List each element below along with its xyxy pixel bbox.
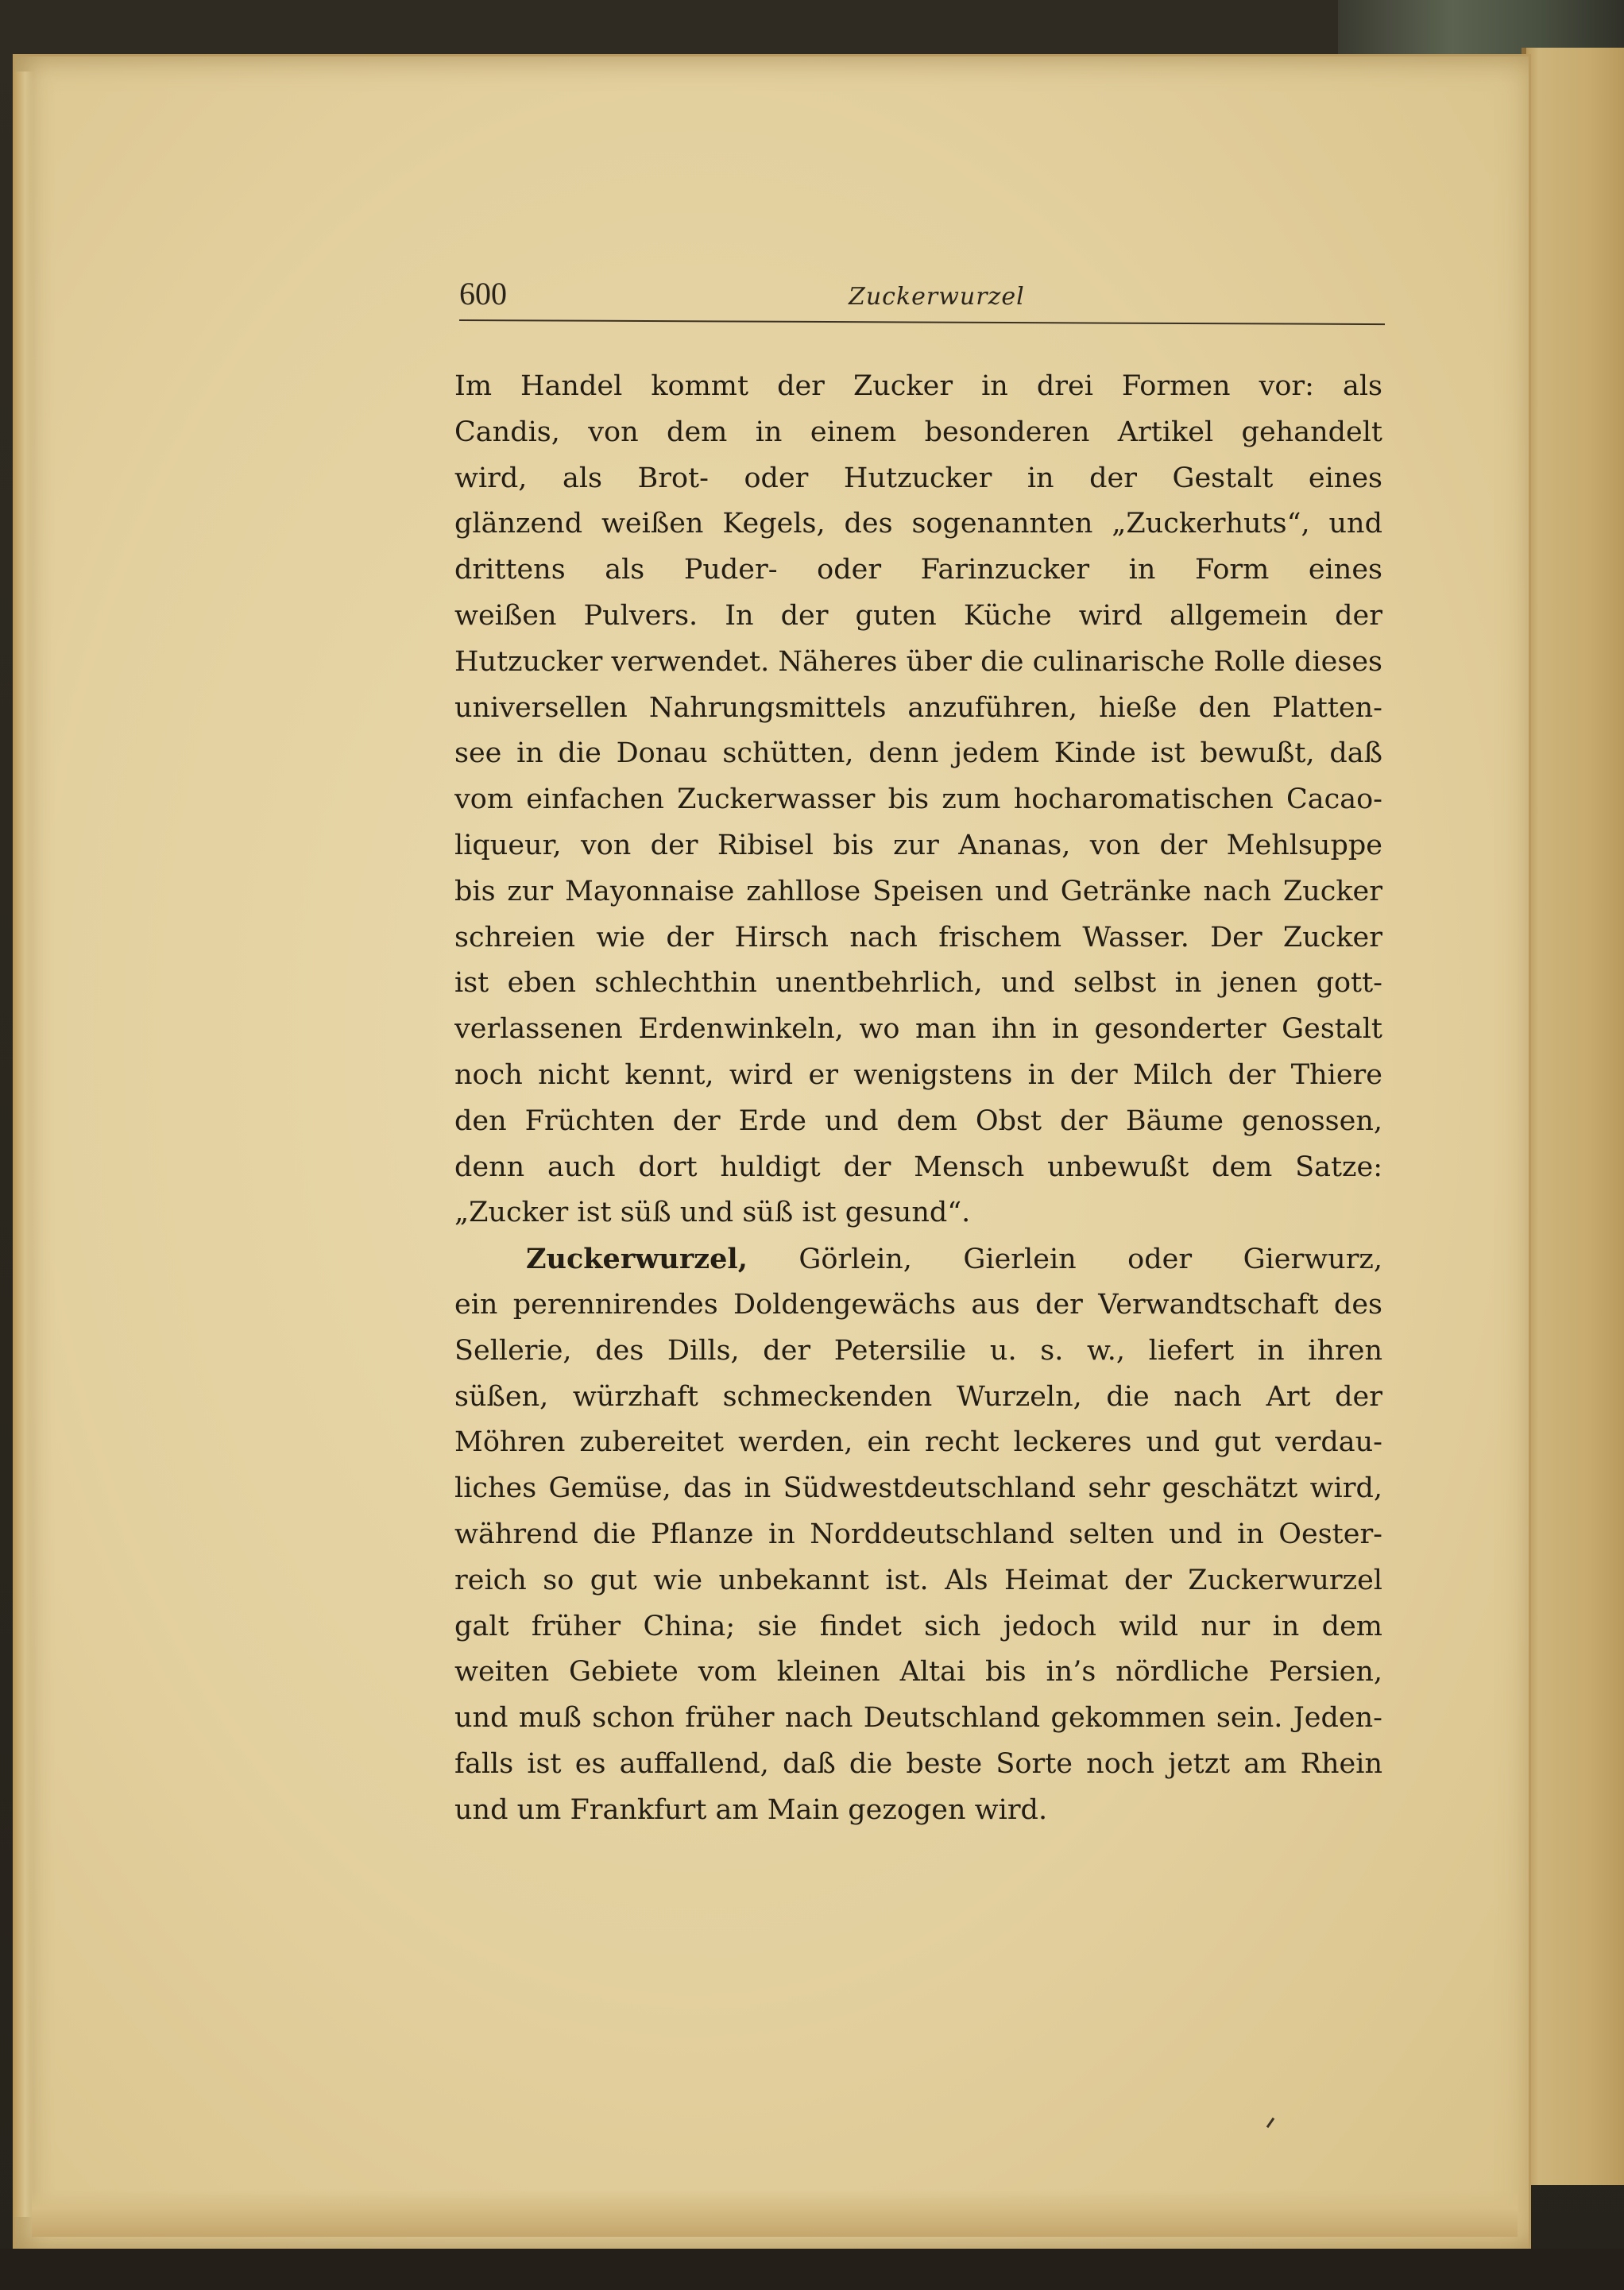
text-line: Candis, von dem in einem besonderen Artikel gehandelt — [454, 416, 1382, 448]
text-line: den Früchten der Erde und dem Obst der Bäume genossen, — [454, 1104, 1382, 1137]
text-line: weiten Gebiete vom kleinen Altai bis in’s nördliche Persien, — [454, 1656, 1382, 1688]
text-line: universellen Nahrungsmittels anzuführen, hieße den Platten- — [454, 691, 1382, 724]
page-binding-edge — [13, 72, 33, 2217]
text-line: schreien wie der Hirsch nach frischem Wasser. Der Zucker — [454, 921, 1382, 954]
text-line: süßen, würzhaft schmeckenden Wurzeln, die nach Art der — [454, 1380, 1382, 1413]
text-line: glänzend weißen Kegels, des sogenannten „Zuckerhuts“, und — [454, 508, 1382, 540]
text-line: bis zur Mayonnaise zahllose Speisen und Getränke nach Zucker — [454, 875, 1382, 907]
text-line: see in die Donau schütten, denn jedem Kinde ist bewußt, daß — [454, 737, 1382, 770]
text-line: falls ist es auffallend, daß die beste Sorte noch jetzt am Rhein — [454, 1747, 1382, 1780]
text-line: ist eben schlechthin unentbehrlich, und selbst in jenen gott- — [454, 967, 1382, 1000]
text-line: Hutzucker verwendet. Näheres über die culinarische Rolle dieses — [454, 645, 1382, 678]
text-line: galt früher China; sie findet sich jedoch wild nur in dem — [454, 1610, 1382, 1642]
running-head: Zuckerwurzel — [849, 283, 1025, 311]
text-line: liqueur, von der Ribisel bis zur Ananas, von der Mehlsuppe — [454, 829, 1382, 861]
text-line: Sellerie, des Dills, der Petersilie u. s. w., liefert in ihren — [454, 1334, 1382, 1367]
text-line: liches Gemüse, das in Südwestdeutschland sehr geschätzt wird, — [454, 1472, 1382, 1505]
text-line: verlassenen Erdenwinkeln, wo man ihn in gesonderter Gestalt — [454, 1013, 1382, 1046]
text-line: reich so gut wie unbekannt ist. Als Heimat der Zuckerwurzel — [454, 1564, 1382, 1596]
next-page-edge — [1522, 48, 1624, 2185]
text-line: Im Handel kommt der Zucker in drei Formen vor: als — [454, 370, 1382, 402]
text-line: und um Frankfurt am Main gezogen wird. — [454, 1793, 1048, 1826]
text-line: und muß schon früher nach Deutschland gekommen sein. Jeden- — [454, 1702, 1382, 1735]
scanner-bottom-bar — [0, 2249, 1624, 2290]
text-line: Möhren zubereitet werden, ein recht leckeres und gut verdau- — [454, 1426, 1382, 1459]
text-line: wird, als Brot- oder Hutzucker in der Gestalt eines — [454, 462, 1382, 494]
text-line: noch nicht kennt, wird er wenigstens in der Milch der Thiere — [454, 1058, 1382, 1091]
text-line: während die Pflanze in Norddeutschland selten und in Oester- — [454, 1518, 1382, 1550]
page-bottom-edge — [32, 2189, 1518, 2237]
page-number: 600 — [459, 276, 507, 311]
body-text — [454, 364, 1382, 1834]
page-header — [459, 270, 1385, 323]
entry-headword: Zuckerwurzel, — [526, 1243, 748, 1276]
text-line: vom einfachen Zuckerwasser bis zum hocharomatischen Cacao- — [454, 783, 1382, 816]
text-line: weißen Pulvers. In der guten Küche wird allgemein der — [454, 599, 1382, 632]
text-line: ein perennirendes Doldengewächs aus der Verwandtschaft des — [454, 1288, 1382, 1321]
text-line: denn auch dort huldigt der Mensch unbewußt dem Satze: — [454, 1151, 1382, 1183]
entry-synonyms: Görlein, Gierlein oder Gierwurz, — [747, 1244, 1382, 1276]
text-line: drittens als Puder- oder Farinzucker in Form eines — [454, 554, 1382, 586]
entry-first-line — [454, 1236, 1382, 1282]
text-line: „Zucker ist süß und süß ist gesund“. — [454, 1197, 971, 1229]
